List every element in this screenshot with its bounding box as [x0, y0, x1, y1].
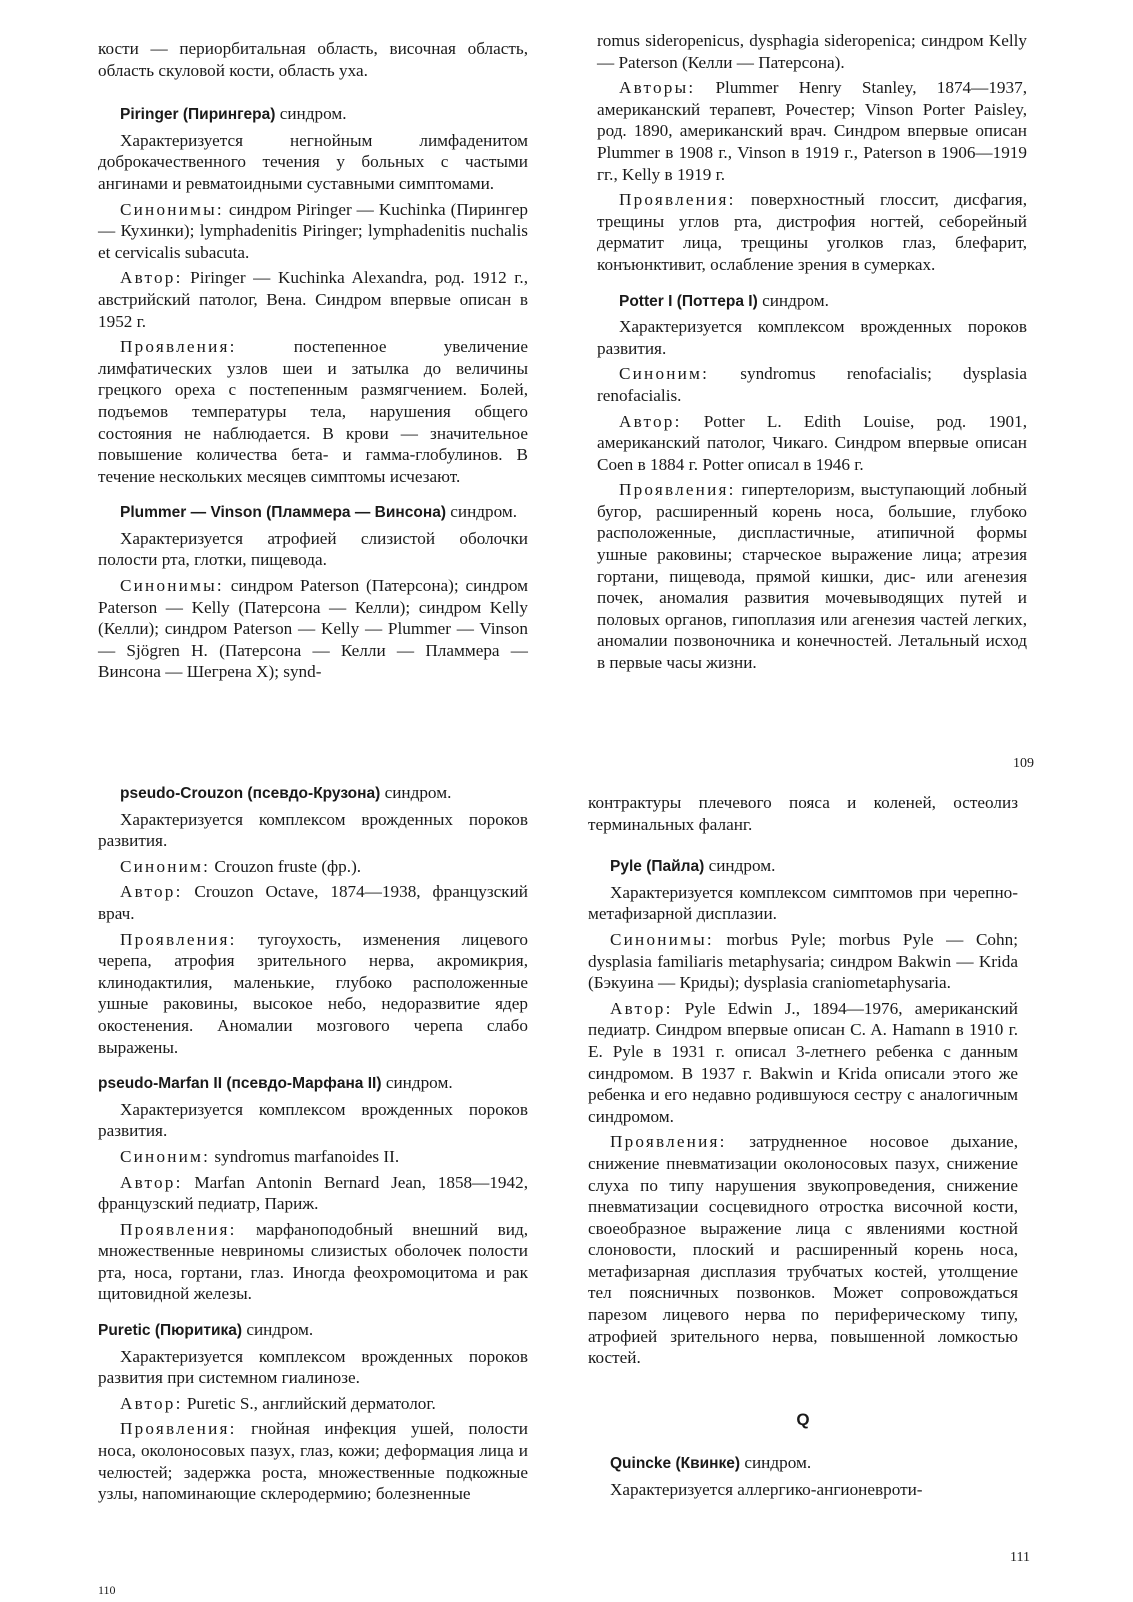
entry-heading-piringer: Piringer (Пирингера) синдром. — [120, 104, 347, 124]
column-top-right — [597, 30, 1027, 678]
entry-synonyms: Синоним: syndromus marfanoides II. — [120, 1146, 400, 1166]
entry-heading-potter: Potter I (Поттера I) синдром. — [619, 290, 829, 310]
section-letter: Q — [796, 1409, 810, 1429]
entry-author: Автор: Marfan Antonin Bernard Jean, 1858—1942, французский педиатр, Париж. — [98, 1172, 528, 1214]
page-number: 109 — [1013, 756, 1034, 771]
column-bottom-left — [98, 782, 528, 1509]
entry-description: Характеризуется комплексом врожденных пороков развития при системном гиалинозе. — [98, 1346, 528, 1388]
entry-heading-puretic: Puretic (Пюритика) синдром. — [98, 1320, 314, 1340]
entry-description: Характеризуется аллергико-ангионевроти- — [610, 1480, 923, 1500]
column-top-left — [98, 38, 528, 687]
entry-description: Характеризуется комплексом врожденных пороков развития. — [597, 317, 1027, 358]
column-bottom-right — [588, 792, 1018, 1505]
entry-manifestations: Проявления: тугоухость, изменения лицевого черепа, атрофия зрительного нерва, акромикрия, клинодактилия, маленькие, глубоко расположенные ушные раковины, высокое небо, недоразвитие ядер окостенения. Аномалии мозгового черепа слабо выражены. — [98, 929, 528, 1057]
entry-synonyms: Синонимы: синдром Piringer — Kuchinka (Пирингер — Кухинки); lymphadenitis Piringer; lymphadenitis nuchalis et cervicalis subacuta. — [98, 199, 528, 262]
entry-synonyms: Синоним: Crouzon fruste (фр.). — [120, 856, 362, 876]
entry-author: Автор: Potter L. Edith Louise, род. 1901, американский патолог, Чикаго. Синдром впервые описан Coen в 1884 г. Potter описал в 1946 г. — [597, 411, 1027, 474]
entry-author: Автор: Crouzon Octave, 1874—1938, французский врач. — [98, 882, 528, 923]
entry-heading-pyle: Pyle (Пайла) синдром. — [610, 856, 776, 876]
entry-description: Характеризуется комплексом врожденных пороков развития. — [98, 1099, 528, 1141]
continued-text: контрактуры плечевого пояса и коленей, остеолиз терминальных фаланг. — [588, 793, 1018, 834]
entry-manifestations: Проявления: гипертелоризм, выступающий лобный бугор, расширенный корень носа, большие, глубоко расположенные, диспластичные, атипичной формы ушные раковины; старческое выражение лица; атрезия гортани, пищевода, прямой кишки, дис- или агенезия почек, аномалия развития мочевыводящих путей и половых органов, гипоплазия или агенезия частей легких, аномалии позвоночника и конечностей. Летальный исход в первые часы жизни. — [597, 480, 1027, 673]
entry-authors: Авторы: Plummer Henry Stanley, 1874—1937, американский терапевт, Рочестер; Vinson Porter Paisley, род. 1890, американский врач. Синдром впервые описан Plummer в 1908 г., Vinson в 1919 г., Paterson в 1906—1919 гг., Kelly в 1919 г. — [597, 78, 1027, 184]
entry-description: Характеризуется комплексом врожденных пороков развития. — [98, 809, 528, 851]
entry-heading-plummer: Plummer — Vinson (Пламмера — Винсона) синдром. — [120, 502, 518, 522]
entry-description: Характеризуется атрофией слизистой оболочки полости рта, глотки, пищевода. — [98, 528, 528, 570]
continued-text: кости — периорбитальная область, височная область, область скуловой кости, область уха. — [98, 39, 528, 80]
entry-heading-pseudo-crouzon: pseudo-Crouzon (псевдо-Крузона) синдром. — [120, 783, 452, 802]
entry-manifestations: Проявления: постепенное увеличение лимфатических узлов шеи и затылка до величины грецкого ореха с постепенным размягчением. Болей, подъемов температуры тела, нарушения общего состояния не наблюдается. В крови — значительное повышение количества бета- и гамма-глобулинов. В течение нескольких месяцев симптомы исчезают. — [98, 337, 528, 486]
entry-description: Характеризуется комплексом симптомов при черепно-метафизарной дисплазии. — [588, 882, 1018, 924]
entry-manifestations: Проявления: поверхностный глоссит, дисфагия, трещины углов рта, дистрофия ногтей, себорейный дерматит лица, трещины уголков глаз, блефарит, конъюнктивит, ослабление зрения в сумерках. — [597, 190, 1027, 274]
entry-author: Автор: Piringer — Kuchinka Alexandra, род. 1912 г., австрийский патолог, Вена. Синдром впервые описан в 1952 г. — [98, 268, 528, 331]
entry-synonyms: Синонимы: morbus Pyle; morbus Pyle — Cohn; dysplasia familiaris metaphysaria; синдром Bakwin — Krida (Бэкуина — Криды); dysplasia craniometaphysaria. — [588, 929, 1018, 993]
page-number: 111 — [1010, 1550, 1030, 1565]
entry-synonyms: Синонимы: синдром Paterson (Патерсона); синдром Paterson — Kelly (Патерсона — Келли); синдром Kelly (Келли); синдром Paterson — Kelly — Plummer — Vinson — Sjögren H. (Патерсона — Келли — Пламмера — Винсона — Шегрена Х); synd- — [98, 576, 528, 682]
continued-text: romus sideropenicus, dysphagia sideropenica; синдром Kelly — Paterson (Келли — Патерсона). — [597, 31, 1027, 72]
entry-manifestations: Проявления: затрудненное носовое дыхание, снижение пневматизации околоносовых пазух, снижение слуха по типу нарушения звукопроведения, снижение пневматизации сосцевидного отростка височной кости, своеобразное выражение лица с явлениями костной слоновости, плоский и расширенный корень носа, метафизарная дисплазия трубчатых костей, утолщение тел поясничных позвонков. Может сопровождаться парезом лицевого нерва по периферическому типу, атрофией зрительного нерва, повышенной ломкостью костей. — [588, 1132, 1018, 1368]
entry-manifestations: Проявления: марфаноподобный внешний вид, множественные невриномы слизистых оболочек полости рта, носа, гортани, глаз. Иногда феохромоцитома и рак щитовидной железы. — [98, 1219, 528, 1304]
entry-synonyms: Синоним: syndromus renofacialis; dysplasia renofacialis. — [597, 364, 1027, 405]
entry-author: Автор: Puretic S., английский дерматолог. — [120, 1393, 436, 1413]
entry-author: Автор: Pyle Edwin J., 1894—1976, американский педиатр. Синдром впервые описан C. A. Hamann в 1910 г. E. Pyle в 1931 г. описал 3-летнего ребенка с данным синдромом. В 1937 г. Bakwin и Krida описали этого же ребенка и его недавно родившуюся сестру с аналогичным синдромом. — [588, 998, 1018, 1126]
entry-description: Характеризуется негнойным лимфаденитом доброкачественного течения у больных с частыми ангинами и ревматоидными суставными симптомами. — [98, 130, 528, 193]
entry-heading-quincke: Quincke (Квинке) синдром. — [610, 1453, 812, 1473]
entry-heading-pseudo-marfan: pseudo-Marfan II (псевдо-Марфана II) синдром. — [98, 1073, 453, 1093]
page-number: 110 — [98, 1583, 116, 1597]
entry-manifestations: Проявления: гнойная инфекция ушей, полости носа, околоносовых пазух, глаз, кожи; деформация лица и челюстей; задержка роста, множественные подкожные узлы, напоминающие склеродермию; болезненные — [98, 1419, 528, 1504]
